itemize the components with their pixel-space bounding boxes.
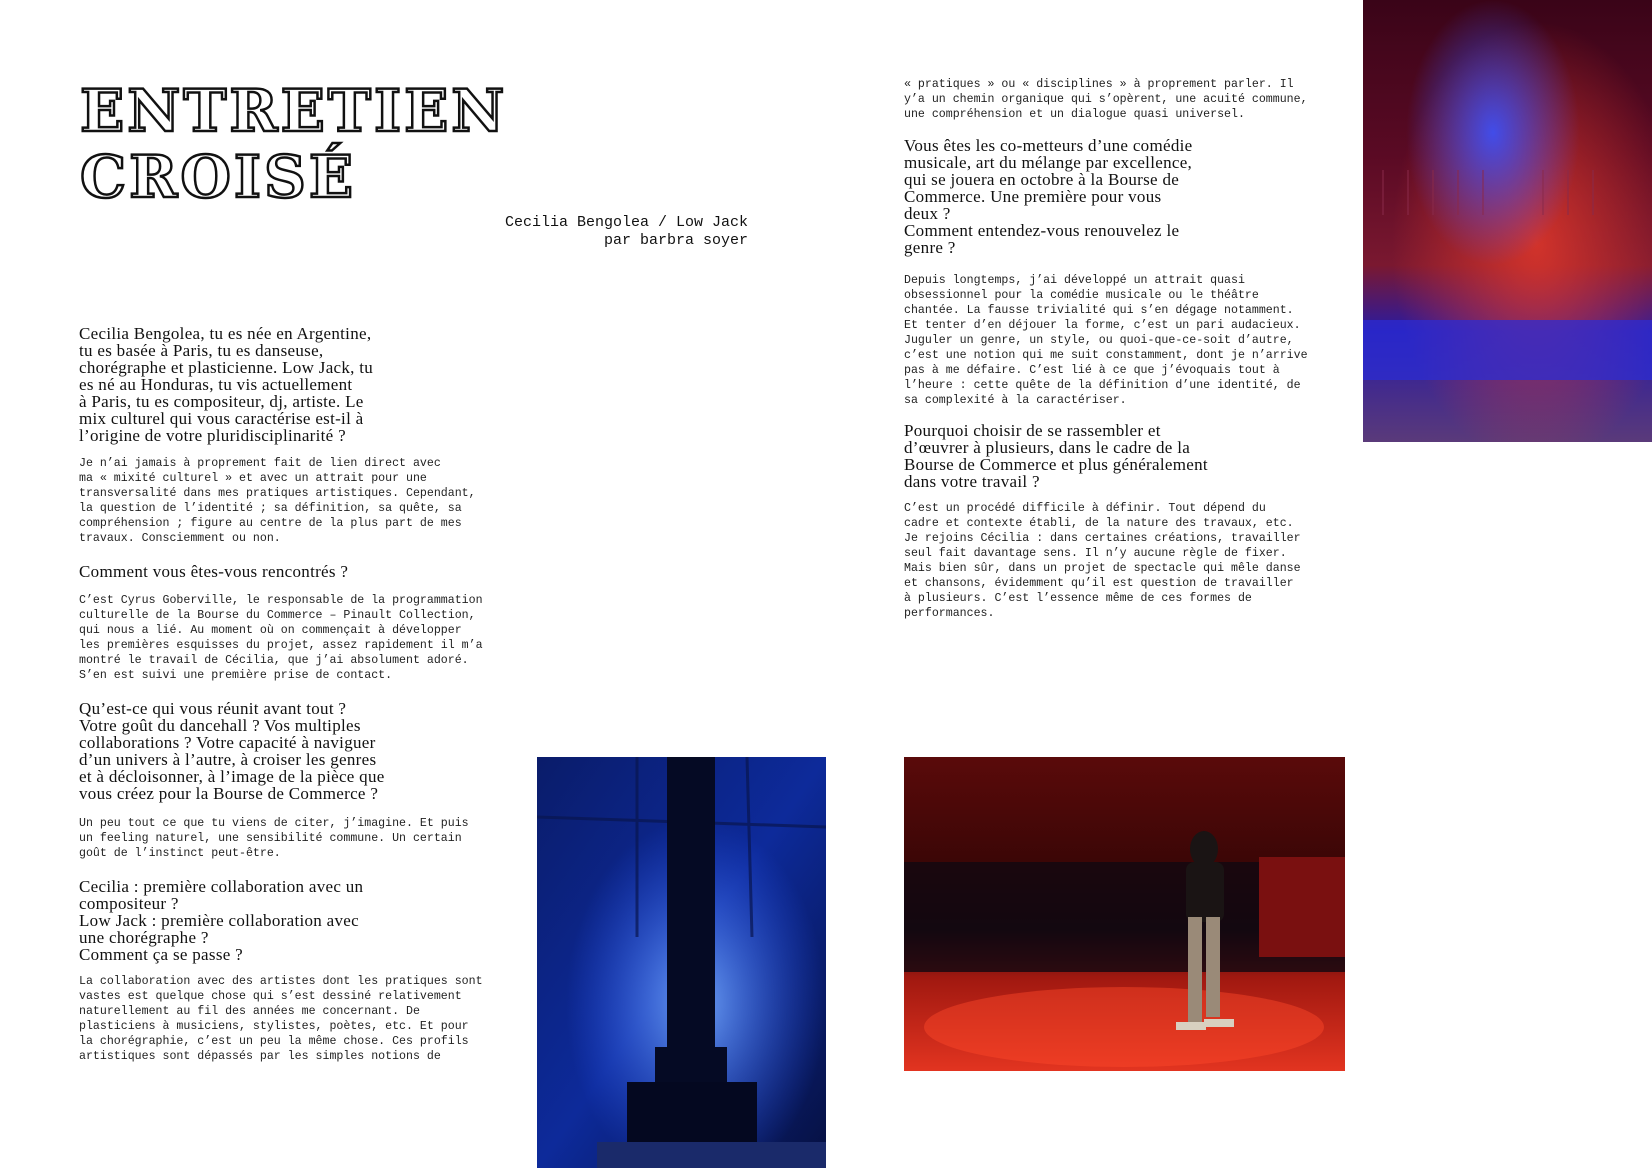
question-2: Comment vous êtes-vous rencontrés ? [79, 562, 349, 581]
answer-3: Un peu tout ce que tu viens de citer, j’imagine. Et puis un feeling naturel, une sensibilité commune. Un certain goût de l’instinct peut-être. [79, 817, 469, 860]
answer-1: Je n’ai jamais à proprement fait de lien direct avec ma « mixité culturel » et avec un attrait pour une transversalité dans mes pratiques artistiques. Cependant, la question de l’identité ; sa définition, sa quête, sa compréhension ; figure au centre de la plus part de mes travaux. Consciemment ou non. [79, 457, 476, 545]
photo-blue-column [537, 757, 826, 1168]
title-line-1: ENTRETIEN [80, 77, 508, 145]
answer-5: Depuis longtemps, j’ai développé un attrait quasi obsessionnel pour la comédie musicale ou le théâtre chantée. La fausse trivialité qui s’en dégage notamment. Et tenter d’en déjouer la forme, c’est un pari audacieux. Juguler un genre, un style, ou quoi-que-ce-soit d’autre, c’est une notion qui me suit constamment, dont je n’arrive pas à me défaire. C’est lié à ce que j’évoquais tout à l’heure : cette quête de la définition d’une identité, de sa complexité à la caractériser. [904, 274, 1308, 407]
intro-question: Cecilia Bengolea, tu es née en Argentine, tu es basée à Paris, tu es danseuse, chorégraphe et plasticienne. Low Jack, tu es né au Honduras, tu vis actuellement à Paris, tu es compositeur, dj, artiste. Le mix culturel qui vous caractérise est-il à l’origine de votre pluridisciplinarité ? [79, 324, 374, 445]
byline [460, 214, 748, 250]
byline-names: Cecilia Bengolea / Low Jack [504, 214, 748, 231]
byline-author: par barbra soyer [603, 232, 748, 249]
photo-performer-red [904, 757, 1345, 1071]
answer-continued: « pratiques » ou « disciplines » à proprement parler. Il y’a un chemin organique qui s’opèrent, une acuité commune, une compréhension et un dialogue quasi universel. [904, 78, 1308, 121]
answer-2: C’est Cyrus Goberville, le responsable de la programmation culturelle de la Bourse du Commerce – Pinault Collection, qui nous a lié. Au moment où on commençait à développer les premières esquisses du projet, assez rapidement il m’a montré le travail de Cécilia, que j’ai absolument adoré. S’en est suivi une première prise de contact. [79, 594, 483, 682]
question-4: Cecilia : première collaboration avec un compositeur ? Low Jack : première collaboration avec une chorégraphe ? Comment ça se passe ? [79, 877, 364, 964]
photo-stage-blur [1363, 0, 1652, 442]
title-line-2: CROISÉ [80, 143, 357, 211]
page-title [80, 78, 640, 210]
question-6: Pourquoi choisir de se rassembler et d’œuvrer à plusieurs, dans le cadre de la Bourse de Commerce et plus généralement dans votre travail ? [904, 421, 1208, 491]
answer-4: La collaboration avec des artistes dont les pratiques sont vastes est quelque chose qui s’est dessiné relativement naturellement au fil des années me concernant. De plasticiens à musiciens, stylistes, poètes, etc. Et pour la chorégraphie, c’est un peu la même chose. Ces profils artistiques sont dépassés par les simples notions de [79, 975, 483, 1063]
question-3: Qu’est-ce qui vous réunit avant tout ? Votre goût du dancehall ? Vos multiples collaborations ? Votre capacité à naviguer d’un univers à l’autre, à croiser les genres et à décloisonner, à l’image de la pièce que vous créez pour la Bourse de Commerce ? [79, 699, 385, 803]
answer-6: C’est un procédé difficile à définir. Tout dépend du cadre et contexte établi, de la nature des travaux, etc. Je rejoins Cécilia : dans certaines créations, travailler seul fait davantage sens. Il n’y aucune règle de fixer. Mais bien sûr, dans un projet de spectacle qui mêle danse et chansons, évidemment qu’il est question de travailler à plusieurs. C’est l’essence même de ces formes de performances. [904, 502, 1301, 620]
question-5: Vous êtes les co-metteurs d’une comédie musicale, art du mélange par excellence, qui se jouera en octobre à la Bourse de Commerce. Une première pour vous deux ? Comment entendez-vous renouvelez le genre ? [904, 136, 1193, 257]
